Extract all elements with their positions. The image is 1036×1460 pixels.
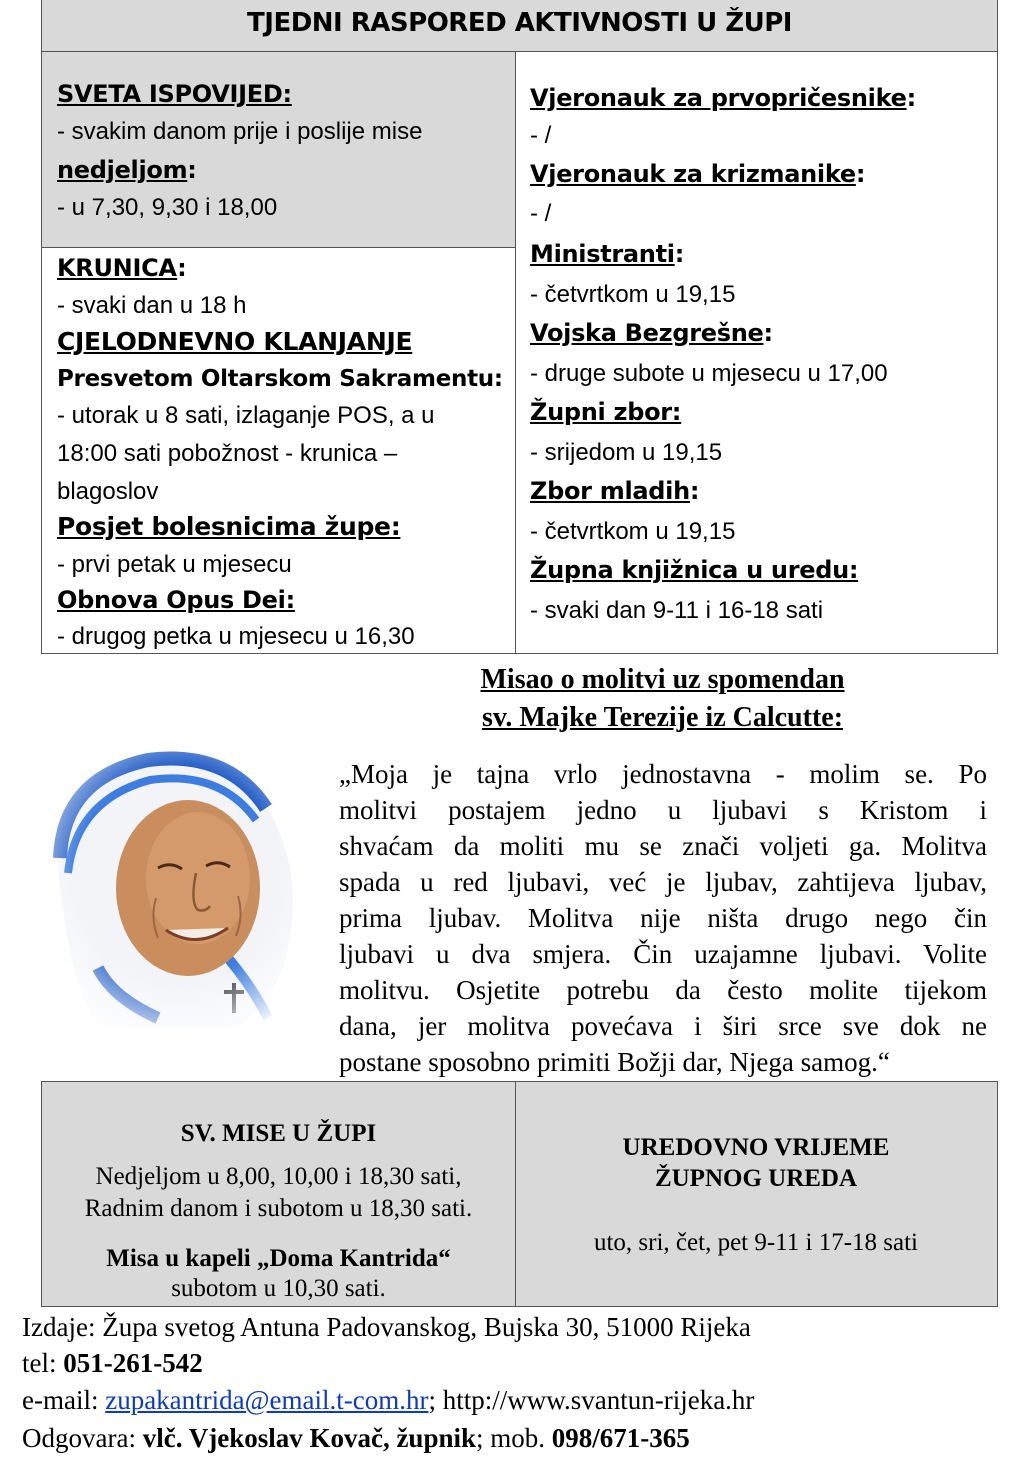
masses-title: SV. MISE U ŽUPI [180,1120,377,1147]
confession-sunday-times: - u 7,30, 9,30 i 18,00 [57,194,278,221]
library-heading: Župna knjižnica u uredu: [530,556,859,584]
quote-line: spada u red ljubavi, već je ljubav, zahtijeva ljubav, [339,867,987,897]
sick-visit-time: - prvi petak u mjesecu [57,551,292,578]
column-divider [515,52,516,653]
sick-visit-heading: Posjet bolesnicima župe: [57,512,401,541]
adoration-line-3: blagoslov [57,478,159,505]
confirmation-heading: Vjeronauk za krizmanike: [530,160,866,188]
mass-and-office-table [41,1081,998,1307]
parish-choir-time: - srijedom u 19,15 [530,439,723,466]
opus-dei-time: - drugog petka u mjesecu u 16,30 [57,623,415,650]
mobile-number: 098/671-365 [551,1423,690,1453]
phone-line: tel: 051-261-542 [22,1348,203,1378]
immaculata-heading: Vojska Bezgrešne: [530,319,773,347]
rosary-heading: KRUNICA: [57,254,187,282]
office-hours: uto, sri, čet, pet 9-11 i 17-18 sati [593,1229,918,1256]
publisher-line: Izdaje: Župa svetog Antuna Padovanskog, Bujska 30, 51000 Rijeka [22,1312,751,1342]
confession-heading: SVETA ISPOVIJED: [57,80,292,108]
schedule-title: TJEDNI RASPORED AKTIVNOSTI U ŽUPI [42,0,997,52]
confession-sunday-label: nedjeljom: [57,156,197,184]
confession-daily: - svakim danom prije i poslije mise [57,118,423,145]
info-column-divider [515,1082,516,1306]
adoration-line-1: - utorak u 8 sati, izlaganje POS, a u [57,402,435,429]
quote-line: shvaćam da moliti mu se znači voljeti ga. Molitva [339,831,987,861]
quote-line: dana, jer molitva povećava i širi srce sve dok ne [339,1011,987,1041]
responsible-line: Odgovara: vlč. Vjekoslav Kovač, župnik; mob. 098/671-365 [22,1423,690,1453]
email-link[interactable]: zupakantrida@email.t-com.hr [105,1385,429,1415]
altar-servers-time: - četvrtkom u 19,15 [530,281,736,308]
first-communion-heading: Vjeronauk za prvopričesnike: [530,84,916,112]
adoration-subheading: Presvetom Oltarskom Sakramentu: [57,366,503,392]
opus-dei-heading: Obnova Opus Dei: [57,586,295,614]
chapel-mass-time: subotom u 10,30 sati. [171,1275,386,1302]
youth-choir-heading: Zbor mladih: [530,477,700,505]
youth-choir-time: - četvrtkom u 19,15 [530,518,736,545]
adoration-line-2: 18:00 sati pobožnost - krunica – [57,440,398,467]
contact-line: e-mail: zupakantrida@email.t-com.hr; http://www.svantun-rijeka.hr [22,1385,755,1415]
altar-servers-heading: Ministranti: [530,240,685,268]
masses-weekday: Radnim danom i subotom u 18,30 sati. [84,1195,473,1222]
parish-choir-heading: Župni zbor: [530,398,682,426]
immaculata-time: - druge subote u mjesecu u 17,00 [530,360,888,387]
quote-line: ljubavi u dva smjera. Čin uzajamne ljubavi. Volite [339,939,987,969]
quote-title-line-2: sv. Majke Terezije iz Calcutte: [481,702,844,733]
responsible-name: vlč. Vjekoslav Kovač, župnik [142,1423,476,1453]
quote-line: molitvi postajem jedno u ljubavi s Kristom i [339,795,987,825]
library-time: - svaki dan 9-11 i 16-18 sati [530,597,824,624]
phone-number: 051-261-542 [63,1348,203,1378]
quote-line: prima ljubav. Molitva nije ništa drugo nego čin [339,903,987,933]
rosary-time: - svaki dan u 18 h [57,292,247,319]
quote-text [339,756,987,1080]
quote-line: postane sposobno primiti Božji dar, Njega samog.“ [339,1047,890,1077]
adoration-heading: CJELODNEVNO KLANJANJE [57,327,413,356]
mother-teresa-portrait [38,738,320,1038]
office-hours-title-1: UREDOVNO VRIJEME [622,1134,890,1161]
quote-line: „Moja je tajna vrlo jednostavna - molim se. Po [339,759,987,789]
first-communion-time: - / [530,122,552,149]
quote-line: molitvu. Osjetite potrebu da često molite tijekom [339,975,987,1005]
quote-title-line-1: Misao o molitvi uz spomendan [480,664,845,695]
chapel-mass-title: Misa u kapeli „Doma Kantrida“ [106,1245,451,1272]
masses-sunday: Nedjeljom u 8,00, 10,00 i 18,30 sati, [95,1163,462,1190]
confirmation-time: - / [530,200,552,227]
weekly-schedule-table [41,0,998,654]
website-url: http://www.svantun-rijeka.hr [442,1385,755,1415]
office-hours-title-2: ŽUPNOG UREDA [654,1165,858,1192]
